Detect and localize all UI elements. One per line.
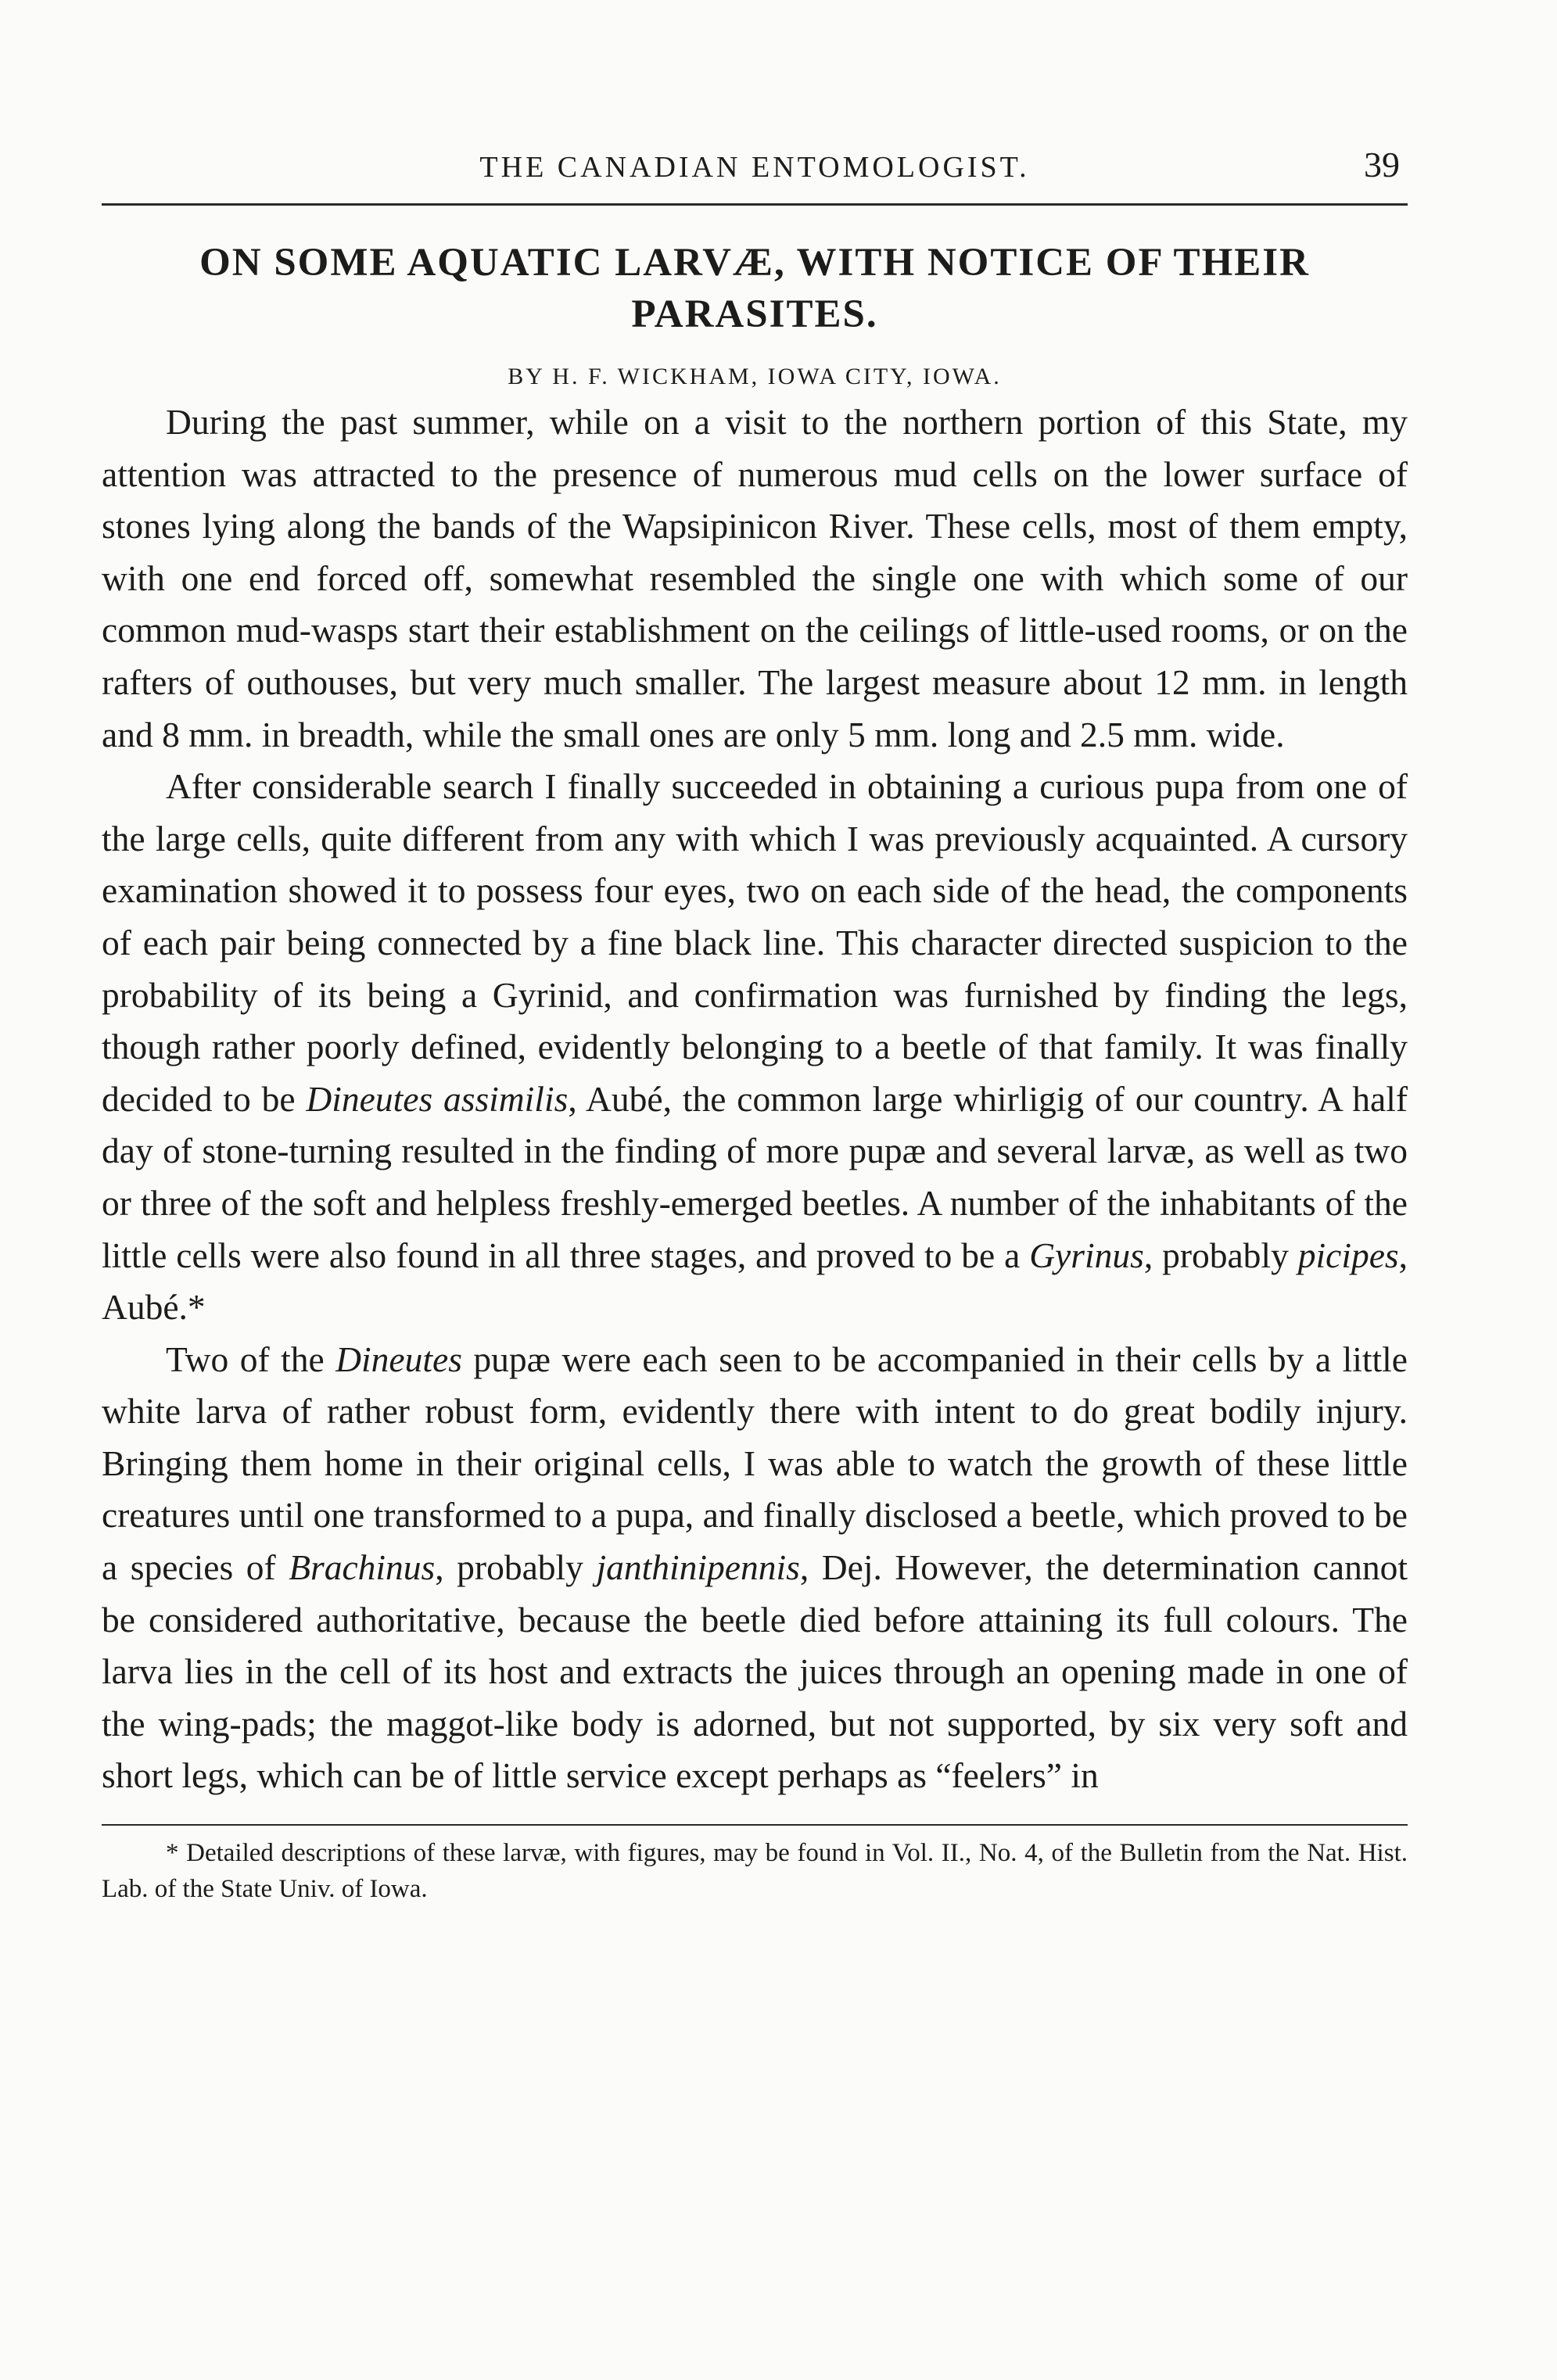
paragraph — [102, 761, 1408, 1334]
italic-taxon-name: janthinipennis — [596, 1547, 800, 1588]
page-number: 39 — [1364, 145, 1400, 185]
text-run: , Aubé, the common large whirligig of our country. A half day of stone-turning resulted in the finding of more pupæ and several larvæ, as well as two or three of the soft and helpless freshly-emerged beetles. A number of the inhabitants of the little cells were also found in all three stages, and proved to be a — [102, 1078, 1408, 1275]
journal-title: THE CANADIAN ENTOMOLOGIST. — [479, 151, 1030, 184]
text-run: , probably — [1143, 1235, 1298, 1275]
header-rule — [102, 203, 1408, 206]
footnote-rule — [102, 1824, 1408, 1826]
italic-taxon-name: Dineutes assimilis — [306, 1078, 569, 1119]
text-run: , Dej. However, the determination cannot be considered authoritative, because the beetle died before attaining its full colours. The larva lies in the cell of its host and extracts the juices through an opening made in one of the wing-pads; the maggot-like body is adorned, but not supported, by six very soft and short legs, which can be of little service except perhaps as “feelers” in — [102, 1547, 1408, 1796]
italic-taxon-name: Gyrinus — [1029, 1235, 1144, 1275]
paragraph — [102, 396, 1408, 761]
footnote: * Detailed descriptions of these larvæ, with figures, may be found in Vol. II., No. 4, of the Bulletin from the Nat. Hist. Lab. of the State Univ. of Iowa. — [102, 1839, 1408, 1904]
text-run: During the past summer, while on a visit to the northern portion of this State, my attention was attracted to the presence of numerous mud cells on the lower surface of stones lying along the bands of the Wapsipinicon River. These cells, most of them empty, with one end forced off, somewhat resembled the single one with which some of our common mud-wasps start their establishment on the ceilings of little-used rooms, or on the rafters of outhouses, but very much smaller. The largest measure about 12 mm. in length and 8 mm. in breadth, while the small ones are only 5 mm. long and 2.5 mm. wide. — [102, 402, 1408, 755]
text-run: , probably — [435, 1547, 597, 1588]
article-title: ON SOME AQUATIC LARVÆ, WITH NOTICE OF THEIR PARASITES. — [199, 241, 1310, 336]
text-run: , Aubé.* — [102, 1235, 1408, 1328]
running-head — [102, 133, 1408, 195]
article-body — [102, 396, 1408, 1802]
paragraph — [102, 1334, 1408, 1802]
text-run: pupæ were each seen to be accompanied in their cells by a little white larva of rather robust form, evidently there with intent to do great bodily injury. Bringing them home in their original cells, I was able to watch the growth of these little creatures until one transformed to a pupa, and finally disclosed a beetle, which proved to be a species of — [102, 1339, 1408, 1588]
author-byline: BY H. F. WICKHAM, IOWA CITY, IOWA. — [508, 364, 1002, 389]
italic-taxon-name: Dineutes — [335, 1339, 462, 1379]
page — [102, 133, 1408, 1907]
italic-taxon-name: Brachinus — [289, 1547, 436, 1588]
text-run: Two of the — [166, 1339, 336, 1379]
italic-taxon-name: picipes — [1297, 1235, 1399, 1275]
text-run: After considerable search I finally succeeded in obtaining a curious pupa from one of the large cells, quite different from any with which I was previously acquainted. A cursory examination showed it to possess four eyes, two on each side of the head, the components of each pair being connected by a fine black line. This character directed suspicion to the probability of its being a Gyrinid, and confirmation was furnished by finding the legs, though rather poorly defined, evidently belonging to a beetle of that family. It was finally decided to be — [102, 766, 1408, 1119]
